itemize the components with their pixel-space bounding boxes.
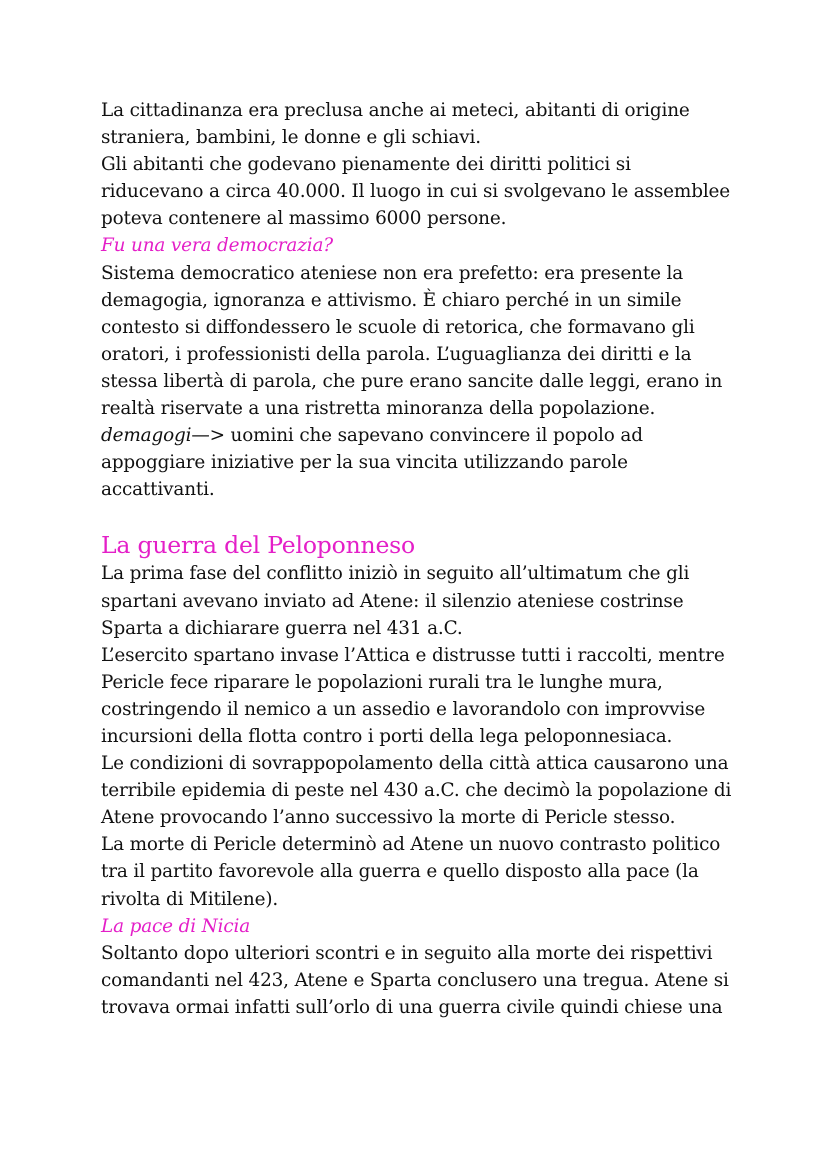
body-line: Pericle fece riparare le popolazioni rurali tra le lunghe mura, xyxy=(101,671,663,693)
body-line: L’esercito spartano invase l’Attica e distrusse tutti i raccolti, mentre xyxy=(101,644,725,666)
demagogi-term: demagogi xyxy=(101,425,192,447)
body-line: terribile epidemia di peste nel 430 a.C. che decimò la popolazione di xyxy=(101,780,732,802)
document-body xyxy=(101,97,741,1021)
body-line: Le condizioni di sovrappopolamento della città attica causarono una xyxy=(101,753,729,775)
body-line: appoggiare iniziative per la sua vincita utilizzando parole xyxy=(101,452,628,474)
body-line: oratori, i professionisti della parola. L’uguaglianza dei diritti e la xyxy=(101,343,692,365)
body-line: rivolta di Mitilene). xyxy=(101,888,279,910)
section-spacer xyxy=(101,503,741,530)
body-line: riducevano a circa 40.000. Il luogo in cui si svolgevano le assemblee xyxy=(101,181,731,203)
body-line: demagogia, ignoranza e attivismo. È chiaro perché in un simile xyxy=(101,289,682,311)
body-line: La prima fase del conflitto iniziò in seguito all’ultimatum che gli xyxy=(101,563,690,585)
subtitle-democracy: Fu una vera democrazia? xyxy=(101,235,333,257)
body-line: spartani avevano inviato ad Atene: il silenzio ateniese costrinse xyxy=(101,590,684,612)
body-line: La cittadinanza era preclusa anche ai meteci, abitanti di origine xyxy=(101,100,690,121)
body-line: costringendo il nemico a un assedio e lavorandolo con improvvise xyxy=(101,698,706,720)
body-line: Sistema democratico ateniese non era prefetto: era presente la xyxy=(101,262,684,284)
body-line: straniera, bambini, le donne e gli schiavi. xyxy=(101,127,481,149)
body-line: Sparta a dichiarare guerra nel 431 a.C. xyxy=(101,617,463,639)
body-line: stessa libertà di parola, che pure erano sancite dalle leggi, erano in xyxy=(101,370,723,392)
body-line: Atene provocando l’anno successivo la morte di Pericle stesso. xyxy=(101,807,676,829)
body-line: comandanti nel 423, Atene e Sparta conclusero una tregua. Atene si xyxy=(101,969,729,991)
body-line: poteva contenere al massimo 6000 persone. xyxy=(101,208,507,230)
body-line: incursioni della flotta contro i porti della lega peloponnesiaca. xyxy=(101,725,673,747)
body-line-demagogi xyxy=(101,422,741,449)
body-line: tra il partito favorevole alla guerra e quello disposto alla pace (la xyxy=(101,861,699,883)
section-title-war: La guerra del Peloponneso xyxy=(101,531,415,560)
body-line: trovava ormai infatti sull’orlo di una guerra civile quindi chiese una xyxy=(101,996,723,1018)
body-line: contesto si diffondessero le scuole di retorica, che formavano gli xyxy=(101,316,695,338)
subtitle-peace: La pace di Nicia xyxy=(101,915,251,937)
body-line: accattivanti. xyxy=(101,479,215,501)
body-line: La morte di Pericle determinò ad Atene un nuovo contrasto politico xyxy=(101,834,721,856)
body-line: realtà riservate a una ristretta minoranza della popolazione. xyxy=(101,398,656,420)
body-line: Gli abitanti che godevano pienamente dei diritti politici si xyxy=(101,154,631,176)
body-line: Soltanto dopo ulteriori scontri e in seguito alla morte dei rispettivi xyxy=(101,942,713,964)
demagogi-definition: —> uomini che sapevano convincere il popolo ad xyxy=(191,425,643,447)
